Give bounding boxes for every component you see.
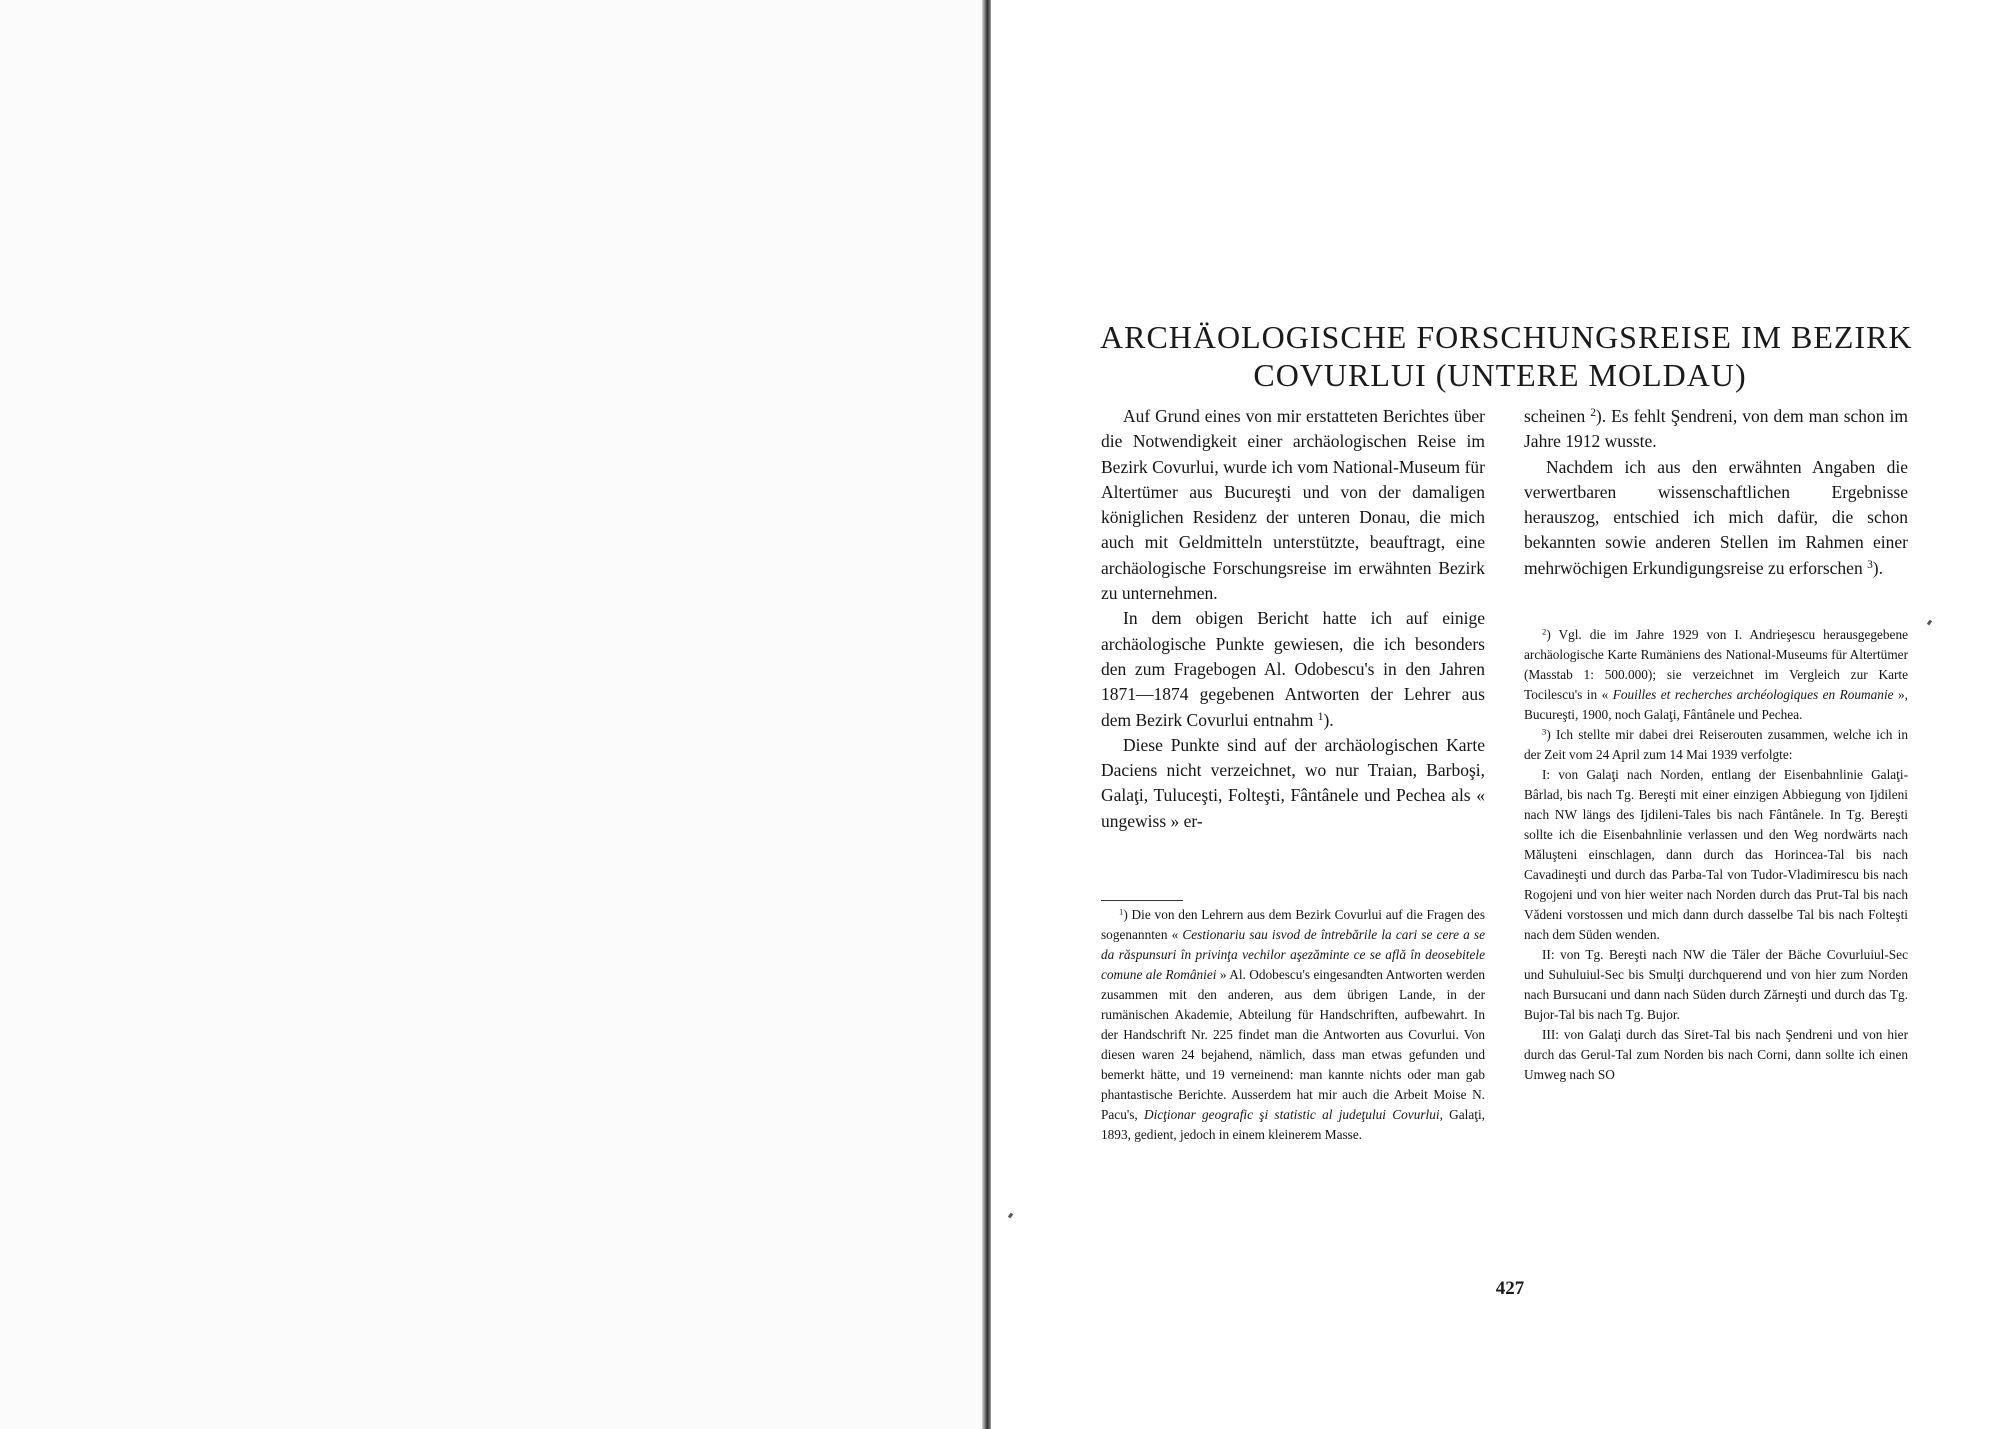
paragraph: Diese Punkte sind auf der archäologischen Karte Daciens nicht verzeichnet, wo nur Traian, Barboşi, Galaţi, Tuluceşti, Folteşti, Fântânele und Pechea als « ungewiss » er- [1101,734,1485,831]
footnote-marker: 2 [1542,626,1547,637]
body-column-right [1524,404,1908,581]
route-1: I: von Galaţi nach Norden, entlang der Eisenbahnlinie Galaţi-Bârlad, bis nach Tg. Bereşti mit einer einzigen Abbiegung von Ijdileni nach NW längs des Ijdileni-Tales bis nach Fântânele. In Tg. Bereşti sollte ich die Eisenbahnlinie verlassen und den Weg nordwärts nach Măluşteni einschlagen, dann durch das Horincea-Tal bis nach Cavadineşti und durch das Parba-Tal von Tudor-Vladimirescu bis nach Rogojeni und von hier weiter nach Norden durch das Prut-Tal bis nach Vădeni vorstossen und mich dann durch dasselbe Tal bis nach Folteşti nach dem Süden wenden. [1524,767,1908,942]
route-3: III: von Galaţi durch das Siret-Tal bis nach Şendreni und von hier durch das Gerul-Tal zum Norden bis nach Corni, dann sollte ich einen Umweg nach SO [1524,1027,1908,1082]
footnote-2: $^2$) Vgl. die im Jahre 1929 von I. Andrieşescu herausgegebene archäologische Karte Rumäniens des National-Museums für Altertümer (Masstab 1: 500.000); sie verzeichnet im Vergleich zur Karte Tocilescu's in « Fouilles et recherches archéologiques en Roumanie », Bucureşti, 1900, noch Galaţi, Fântânele und Pechea. [1524,626,1909,722]
article-title [1100,318,1913,394]
paragraph: scheinen $^2$). Es fehlt Şendreni, von dem man schon im Jahre 1912 wusste. [1524,406,1909,452]
paragraph: Auf Grund eines von mir erstatteten Berichtes über die Notwendigkeit einer archäologischen Reise im Bezirk Covurlui, wurde ich vom National-Museum für Altertümer aus Bucureşti und von der damaligen königlichen Residenz der unteren Donau, die mich auch mit Geldmitteln unterstützte, beauftragt, eine archäologische Forschungsreise im erwähnten Bezirk zu unternehmen. [1101,406,1485,604]
paragraph-end: ). [1323,709,1334,730]
footnote-ref: 1 [1317,710,1324,723]
paragraph [1101,606,1485,732]
footnote-marker: 3 [1542,726,1547,737]
body-column-left [1101,404,1485,834]
paragraph: Nachdem ich aus den erwähnten Angaben die verwertbaren wissenschaftlichen Ergebnisse herauszog, entschied ich mich dafür, die schon bekannten sowie anderen Stellen im Rahmen einer mehrwöchigen Erkundigungsreise zu erforschen $^3$). [1524,456,1908,578]
footnote-title-italic: Dicţionar geografic şi statistic al judeţului Covurlui [1144,1107,1440,1122]
route-2: II: von Tg. Bereşti nach NW die Täler der Bäche Covurluiul-Sec und Suhuluiul-Sec bis Smulţi durchquerend und von hier zum Norden nach Bursucani und dann nach Süden durch Zărneşti und durch das Tg. Bujor-Tal bis nach Tg. Bujor. [1524,947,1908,1022]
footnote-title-italic: Cestionariu sau isvod de întrebările la cari se cere a se da răspunsuri în privinţa vechilor aşezăminte ce se află în deosebitele comune ale României [1101,927,1485,982]
footnote-title-italic: Fouilles et recherches archéologiques en Roumanie [1612,687,1894,702]
blank-left-page [0,0,985,1429]
footnote-marker: 1 [1119,906,1124,917]
title-line-1: ARCHÄOLOGISCHE FORSCHUNGSREISE IM BEZIRK [1100,319,1913,355]
book-spine [982,0,991,1429]
footnotes-left [1101,905,1485,1145]
title-line-2: COVURLUI (UNTERE MOLDAU) [1253,357,1747,393]
footnote-ref: 2 [1590,406,1596,419]
footnote-1: $^1$) Die von den Lehrern aus dem Bezirk Covurlui auf die Fragen des sogenannten « Cestionariu sau isvod de întrebările la cari se cere a se da răspunsuri în privinţa vechilor aşezăminte ce se află în deosebitele comune ale României » Al. Odobescu's eingesandten Antworten werden zusammen mit den anderen, aus dem übrigen Lande, in der rumänischen Akademie, Abteilung für Handschriften, aufbewahrt. In der Handschrift Nr. 225 findet man die Antworten aus Covurlui. Von diesen waren 24 bejahend, nämlich, dass man etwas gefunden und bemerkt hätte, und 19 verneinend: man kannte nichts oder man gab phantastische Berichte. Ausserdem hat mir auch die Arbeit Moise N. Pacu's, Dicţionar geografic şi statistic al judeţului Covurlui, Galaţi, 1893, gedient, jedoch in einem kleinerem Masse. [1101,906,1485,1142]
footnote-rule [1101,900,1183,901]
page-number: 427 [1495,1278,1525,1299]
footnote-3: $^3$) Ich stellte mir dabei drei Reiserouten zusammen, welche ich in der Zeit vom 24 April zum 14 Mai 1939 verfolgte: [1524,726,1908,762]
footnotes-right [1524,625,1908,1085]
footnote-ref: 3 [1867,558,1873,571]
paragraph-text: In dem obigen Bericht hatte ich auf einige archäologische Punkte gewiesen, die ich besonders den zum Fragebogen Al. Odobescu's in den Jahren 1871—1874 gegebenen Antworten der Lehrer aus dem Bezirk Covurlui entnahm [1101,608,1485,730]
